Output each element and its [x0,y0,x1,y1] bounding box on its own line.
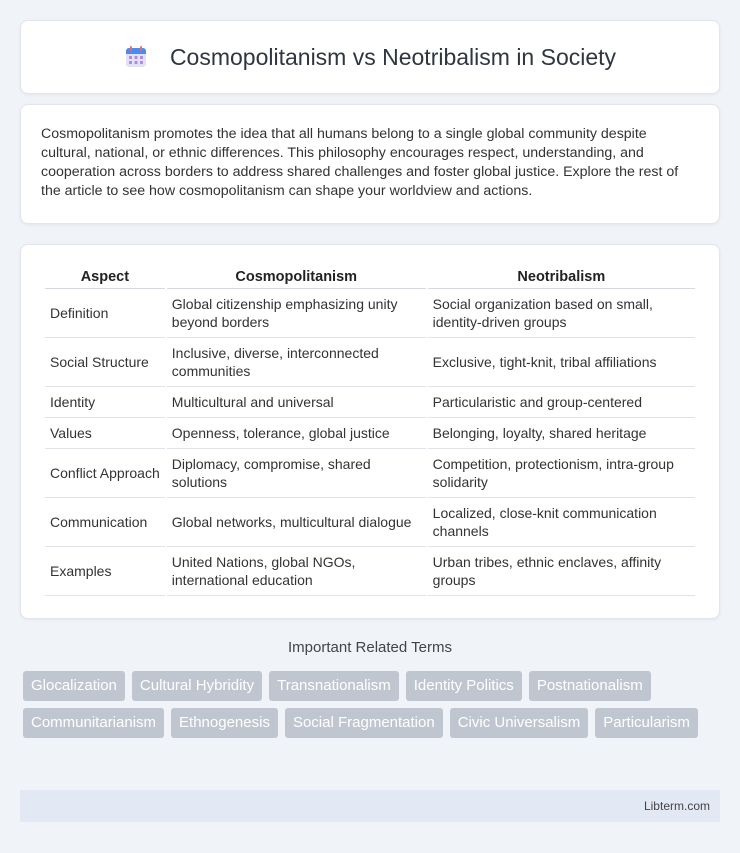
table-cell: Competition, protectionism, intra-group solidarity [428,449,695,498]
footer [20,790,720,822]
table-cell: Localized, close-knit communication channels [428,498,695,547]
table-cell: Social organization based on small, identity-driven groups [428,289,695,338]
table-cell: Diplomacy, compromise, shared solutions [167,449,426,498]
table-cell: Communication [45,498,165,547]
related-term-tag[interactable]: Transnationalism [269,671,399,701]
column-header: Cosmopolitanism [167,265,426,289]
table-cell: Conflict Approach [45,449,165,498]
table-cell: Global networks, multicultural dialogue [167,498,426,547]
table-cell: Particularistic and group-centered [428,387,695,418]
table-cell: Inclusive, diverse, interconnected communities [167,338,426,387]
table-cell: Openness, tolerance, global justice [167,418,426,449]
table-cell: Values [45,418,165,449]
related-term-tag[interactable]: Social Fragmentation [285,708,443,738]
table-cell: Examples [45,547,165,596]
intro-text: Cosmopolitanism promotes the idea that all humans belong to a single global community despite cultural, national, or ethnic differences. This philosophy encourages respect, understanding, and cooperation across borders to address shared challenges and foster global justice. Explore the rest of the article to see how cosmopolitanism can shape your worldview and actions. [41,126,679,199]
table-cell: Belonging, loyalty, shared heritage [428,418,695,449]
related-term-tag[interactable]: Communitarianism [23,708,164,738]
related-term-tag[interactable]: Identity Politics [406,671,522,701]
table-cell: Urban tribes, ethnic enclaves, affinity groups [428,547,695,596]
comparison-table [43,265,697,596]
comparison-table-card [20,244,720,619]
table-row [45,418,695,449]
table-cell: Global citizenship emphasizing unity beyond borders [167,289,426,338]
calendar-icon [124,45,148,69]
table-cell: Definition [45,289,165,338]
intro-card [20,104,720,224]
table-row [45,338,695,387]
table-cell: United Nations, global NGOs, international education [167,547,426,596]
table-row [45,387,695,418]
related-terms-list [23,671,723,738]
table-row [45,498,695,547]
related-term-tag[interactable]: Glocalization [23,671,125,701]
table-cell: Social Structure [45,338,165,387]
table-row [45,289,695,338]
table-cell: Multicultural and universal [167,387,426,418]
related-term-tag[interactable]: Postnationalism [529,671,651,701]
table-header-row [45,265,695,289]
table-row [45,547,695,596]
related-term-tag[interactable]: Ethnogenesis [171,708,278,738]
page-title: Cosmopolitanism vs Neotribalism in Society [169,43,617,70]
related-term-tag[interactable]: Cultural Hybridity [132,671,262,701]
footer-site-link[interactable]: Libterm.com [643,799,710,813]
related-terms-title: Important Related Terms [288,639,452,656]
table-cell: Identity [45,387,165,418]
related-term-tag[interactable]: Civic Universalism [450,708,589,738]
table-cell: Exclusive, tight-knit, tribal affiliations [428,338,695,387]
header-card [20,20,720,94]
related-term-tag[interactable]: Particularism [595,708,698,738]
table-row [45,449,695,498]
column-header: Aspect [45,265,165,289]
column-header: Neotribalism [428,265,695,289]
